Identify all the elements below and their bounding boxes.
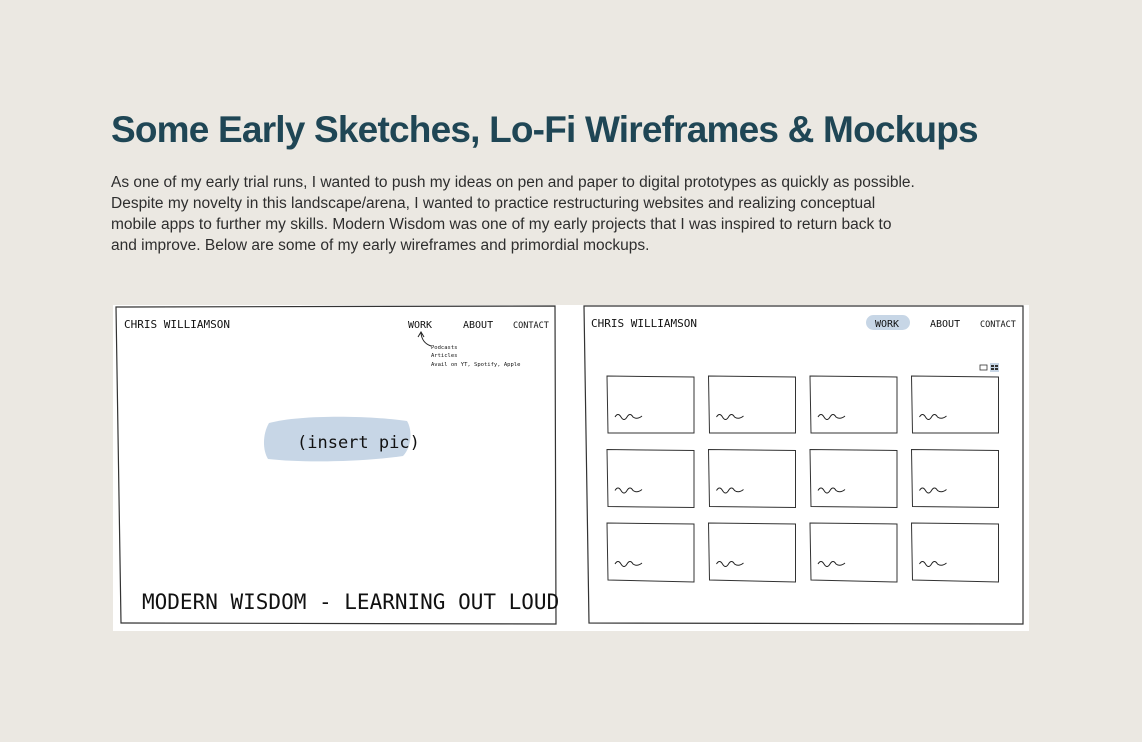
- section-title: Some Early Sketches, Lo-Fi Wireframes & Mockups: [111, 109, 978, 150]
- sketch-right-nav-work: WORK: [875, 319, 900, 330]
- sketch-left-nav-work: WORK: [408, 320, 433, 331]
- thumbnail-card: [810, 450, 897, 508]
- sketch-right-nav-about: ABOUT: [930, 319, 961, 330]
- thumbnail-card: [912, 523, 999, 582]
- thumbnail-card: [810, 376, 897, 433]
- grid-view-icon: [990, 363, 999, 372]
- sketch-left-frame: [116, 306, 556, 624]
- sketch-left-homepage: [116, 306, 559, 624]
- thumbnail-card: [607, 523, 694, 582]
- wireframe-sketch-image: [113, 305, 1029, 631]
- sketch-right-nav-contact: CONTACT: [980, 320, 1016, 330]
- sketch-left-nav-contact: CONTACT: [513, 321, 549, 331]
- thumbnail-card: [810, 523, 897, 582]
- sketch-left-note-1: Podcasts: [431, 345, 458, 351]
- sketch-left-nav-about: ABOUT: [463, 320, 494, 331]
- list-view-icon: [980, 365, 987, 370]
- thumbnail-scribble: [615, 415, 642, 420]
- thumbnail-scribble: [818, 562, 845, 567]
- sketch-right-logo: CHRIS WILLIAMSON: [591, 317, 697, 330]
- thumbnail-card: [607, 376, 694, 433]
- thumbnail-scribble: [717, 562, 744, 567]
- thumbnail-scribble: [818, 488, 845, 493]
- sketch-right-frame: [584, 306, 1023, 624]
- thumbnail-scribble: [920, 562, 947, 567]
- wireframe-sketch-svg: [113, 305, 1029, 631]
- sketch-right-work-page: [584, 306, 1023, 624]
- thumbnail-scribble: [920, 488, 947, 493]
- thumbnail-scribble: [818, 415, 845, 420]
- sketch-left-note-2: Articles: [431, 353, 458, 359]
- sketch-left-logo: CHRIS WILLIAMSON: [124, 318, 230, 331]
- thumbnail-card: [709, 450, 796, 508]
- sketch-left-tagline: MODERN WISDOM - LEARNING OUT LOUD: [142, 590, 560, 614]
- sketch-left-placeholder: (insert pic): [297, 433, 420, 453]
- thumbnail-scribble: [920, 415, 947, 420]
- thumbnail-scribble: [615, 562, 642, 567]
- sketch-right-thumbnail-grid: [607, 376, 999, 582]
- thumbnail-scribble: [717, 415, 744, 420]
- thumbnail-card: [709, 523, 796, 582]
- sketch-left-note-3: Avail on YT, Spotify, Apple: [431, 362, 521, 368]
- section-intro: As one of my early trial runs, I wanted to push my ideas on pen and paper to digital prototypes as quickly as possible. Despite my novelty in this landscape/arena, I wanted to practice restructuring websites and realizing conceptual mobile apps to further my skills. Modern Wisdom was one of my early projects that I was inspired to return back to and improve. Below are some of my early wireframes and primordial mockups.: [111, 174, 915, 254]
- thumbnail-card: [912, 376, 999, 433]
- thumbnail-scribble: [615, 488, 642, 493]
- thumbnail-card: [709, 376, 796, 433]
- thumbnail-scribble: [717, 488, 744, 493]
- thumbnail-card: [912, 450, 999, 508]
- thumbnail-card: [607, 450, 694, 508]
- sketches-section: [111, 108, 1031, 256]
